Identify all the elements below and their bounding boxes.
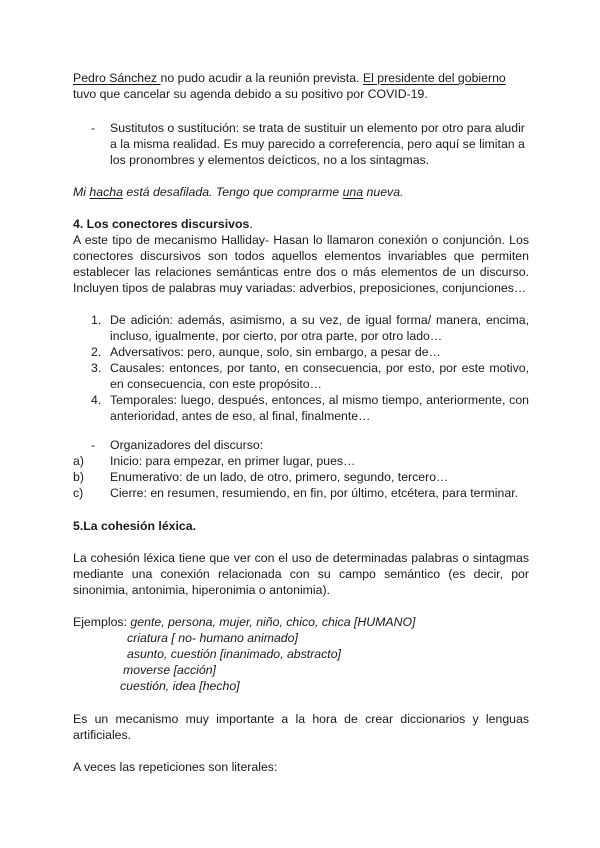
- example-line: gente, persona, mujer, niño, chico, chica [HUMANO]: [130, 615, 416, 629]
- dash-marker: -: [91, 438, 96, 452]
- text-segment: está desafilada. Tengo que comprarme: [122, 185, 343, 199]
- section-5-paragraph-2: Es un mecanismo muy importante a la hora de crear diccionarios y lenguas artificiales.: [73, 712, 529, 742]
- letter-marker: a): [73, 454, 84, 468]
- section-5-body-3: A veces las repeticiones son literales:: [73, 760, 278, 774]
- text-segment: no pudo acudir a la reunión prevista.: [160, 71, 363, 85]
- list-item: [73, 469, 529, 485]
- section-5-body-2: [73, 711, 529, 743]
- organizadores-title: Organizadores del discurso:: [110, 438, 264, 452]
- list-item-text: Cierre: en resumen, resumiendo, en fin, por último, etcétera, para terminar.: [110, 486, 519, 500]
- section-4-title: 4. Los conectores discursivos: [73, 217, 250, 231]
- underlined-name-presidente: El presidente del gobierno: [362, 71, 506, 85]
- letter-marker: b): [73, 470, 84, 484]
- list-item: [73, 360, 529, 392]
- organizadores-block: [73, 437, 529, 501]
- text-segment: tuvo que cancelar su agenda debido a su positivo por COVID-19.: [73, 87, 428, 101]
- example-line: criatura [ no- humano animado]: [127, 631, 298, 645]
- list-item: [73, 312, 529, 344]
- examples-first-line: [73, 614, 529, 630]
- example-sentence: [73, 184, 529, 200]
- example-line: moverse [acción]: [123, 663, 216, 677]
- list-item-text: Enumerativo: de un lado, de otro, primero, segundo, tercero…: [110, 470, 449, 484]
- dash-marker: -: [91, 121, 96, 135]
- list-item-text: Temporales: luego, después, entonces, al mismo tiempo, anteriormente, con anterioridad, antes de eso, al final, finalmente…: [110, 393, 529, 423]
- text-segment: nueva.: [363, 185, 404, 199]
- underlined-name-pedro: Pedro Sánchez: [73, 71, 161, 85]
- underlined-word-hacha: hacha: [89, 185, 123, 199]
- example-line: cuestión, idea [hecho]: [120, 679, 240, 693]
- sustitutos-text: Sustitutos o sustitución: se trata de sustituir un elemento por otro para aludir a la misma realidad. Es muy parecido a correferencia, pero aquí se limitan a los pronombres y elementos deícticos, no a los sintagmas.: [110, 121, 525, 167]
- list-item: [73, 344, 529, 360]
- examples-label: Ejemplos:: [73, 615, 131, 629]
- section-4-paragraph: A este tipo de mecanismo Halliday- Hasan lo llamaron conexión o conjunción. Los conectores discursivos son todos aquellos elementos invariables que permiten establecer las relaciones semánticas entre dos o más elementos de un discurso. Incluyen tipos de palabras muy variadas: adverbios, preposiciones, conjunciones…: [73, 233, 529, 295]
- heading-dot: .: [249, 217, 253, 231]
- list-number: 1.: [91, 313, 102, 327]
- organizadores-title-row: [73, 437, 529, 453]
- list-number: 2.: [91, 345, 102, 359]
- connectors-list: [73, 312, 529, 424]
- section-4-heading: [73, 216, 529, 232]
- section-5-heading: 5.La cohesión léxica.: [73, 519, 197, 533]
- list-item: [73, 485, 529, 501]
- section-4-body: [73, 232, 529, 296]
- list-item-text: De adición: además, asimismo, a su vez, de igual forma/ manera, encima, incluso, igualmente, por cierto, por otra parte, por otro lado…: [110, 313, 529, 343]
- underlined-word-una: una: [342, 185, 364, 199]
- list-number: 4.: [91, 393, 102, 407]
- section-5-body: [73, 550, 529, 598]
- intro-paragraph: [73, 70, 529, 102]
- text-segment: Mi: [73, 185, 90, 199]
- list-item: [73, 392, 529, 424]
- list-number: 3.: [91, 361, 102, 375]
- list-item-text: Inicio: para empezar, en primer lugar, pues…: [110, 454, 356, 468]
- section-5-paragraph: La cohesión léxica tiene que ver con el uso de determinadas palabras o sintagmas mediante una conexión relacionada con su campo semántico (es decir, por sinonimia, antonimia, hiperonimia o antonimia).: [73, 551, 529, 597]
- list-item-text: Causales: entonces, por tanto, en consecuencia, por esto, por este motivo, en consecuencia, con este propósito…: [110, 361, 529, 391]
- examples-block: [73, 614, 529, 694]
- letter-marker: c): [73, 486, 84, 500]
- list-item-text: Adversativos: pero, aunque, solo, sin embargo, a pesar de…: [110, 345, 441, 359]
- list-item: [73, 453, 529, 469]
- sustitutos-item: [73, 120, 529, 168]
- example-line: asunto, cuestión [inanimado, abstracto]: [127, 647, 341, 661]
